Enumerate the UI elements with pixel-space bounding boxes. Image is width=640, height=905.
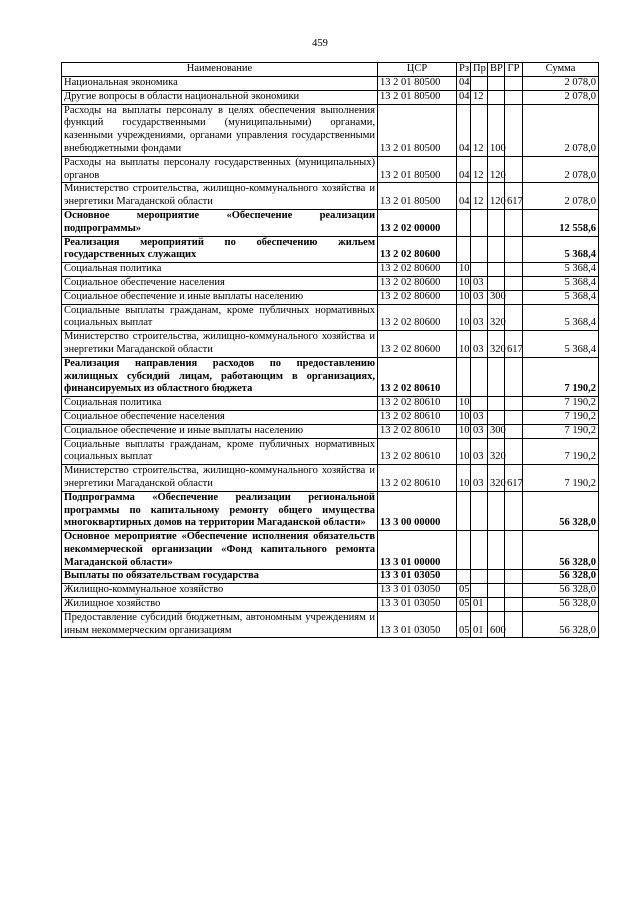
cell-rz: 05 <box>457 611 471 638</box>
table-row <box>62 104 599 156</box>
cell-vr <box>488 90 505 104</box>
table-row <box>62 424 599 438</box>
cell-gr <box>505 598 523 612</box>
cell-name: Предоставление субсидий бюджетным, автономным учреждениям и иным некоммерческим организациям <box>62 611 378 638</box>
cell-rz: 10 <box>457 397 471 411</box>
cell-rz: 10 <box>457 465 471 492</box>
cell-name: Основное мероприятие «Обеспечение реализации подпрограммы» <box>62 209 378 236</box>
cell-sum: 2 078,0 <box>523 156 599 183</box>
cell-vr <box>488 397 505 411</box>
cell-pr: 03 <box>471 424 488 438</box>
cell-vr: 120 <box>488 183 505 210</box>
cell-sum: 56 328,0 <box>523 570 599 584</box>
cell-rz <box>457 357 471 396</box>
table-row <box>62 410 599 424</box>
cell-sum: 2 078,0 <box>523 90 599 104</box>
cell-csr: 13 2 01 80500 <box>378 77 457 91</box>
cell-sum: 7 190,2 <box>523 357 599 396</box>
cell-csr: 13 2 02 80610 <box>378 397 457 411</box>
cell-rz: 10 <box>457 304 471 331</box>
cell-gr <box>505 276 523 290</box>
cell-csr: 13 3 00 00000 <box>378 491 457 530</box>
cell-gr <box>505 410 523 424</box>
cell-name: Социальное обеспечение и иные выплаты населению <box>62 290 378 304</box>
cell-vr <box>488 584 505 598</box>
cell-csr: 13 3 01 03050 <box>378 611 457 638</box>
cell-name: Социальная политика <box>62 397 378 411</box>
cell-name: Министерство строительства, жилищно-коммунального хозяйства и энергетики Магаданской области <box>62 183 378 210</box>
budget-table <box>61 62 599 638</box>
cell-pr: 03 <box>471 410 488 424</box>
cell-pr: 03 <box>471 465 488 492</box>
cell-sum: 2 078,0 <box>523 77 599 91</box>
cell-sum: 56 328,0 <box>523 598 599 612</box>
table-row <box>62 357 599 396</box>
cell-vr: 300 <box>488 290 505 304</box>
cell-csr: 13 2 02 80610 <box>378 465 457 492</box>
table-row <box>62 397 599 411</box>
cell-sum: 56 328,0 <box>523 611 599 638</box>
cell-csr: 13 2 02 80610 <box>378 410 457 424</box>
cell-gr <box>505 438 523 465</box>
cell-vr: 120 <box>488 156 505 183</box>
cell-vr <box>488 276 505 290</box>
cell-gr <box>505 77 523 91</box>
cell-pr <box>471 77 488 91</box>
header-gr: ГР <box>505 63 523 77</box>
cell-vr <box>488 410 505 424</box>
cell-pr: 12 <box>471 104 488 156</box>
cell-gr <box>505 304 523 331</box>
cell-vr: 320 <box>488 465 505 492</box>
cell-csr: 13 2 01 80500 <box>378 104 457 156</box>
cell-pr: 03 <box>471 276 488 290</box>
header-csr: ЦСР <box>378 63 457 77</box>
table-row <box>62 331 599 358</box>
cell-rz: 04 <box>457 90 471 104</box>
table-row <box>62 209 599 236</box>
cell-sum: 56 328,0 <box>523 491 599 530</box>
cell-name: Расходы на выплаты персоналу в целях обеспечения выполнения функций государственными (муниципальными) органами, казенными учреждениями, органами управления государственными внебюджетными фондами <box>62 104 378 156</box>
cell-sum: 5 368,4 <box>523 290 599 304</box>
cell-csr: 13 2 01 80500 <box>378 156 457 183</box>
cell-gr <box>505 156 523 183</box>
table-row <box>62 156 599 183</box>
cell-name: Социальное обеспечение и иные выплаты населению <box>62 424 378 438</box>
cell-pr: 12 <box>471 90 488 104</box>
cell-csr: 13 3 01 03050 <box>378 584 457 598</box>
header-rz: Рз <box>457 63 471 77</box>
cell-gr <box>505 209 523 236</box>
cell-pr <box>471 531 488 570</box>
cell-sum: 5 368,4 <box>523 276 599 290</box>
cell-csr: 13 2 01 80500 <box>378 90 457 104</box>
cell-vr: 320 <box>488 304 505 331</box>
cell-rz: 10 <box>457 438 471 465</box>
cell-csr: 13 3 01 03050 <box>378 570 457 584</box>
cell-gr <box>505 290 523 304</box>
cell-gr <box>505 424 523 438</box>
cell-pr: 12 <box>471 156 488 183</box>
header-vr: ВР <box>488 63 505 77</box>
table-row <box>62 290 599 304</box>
cell-name: Подпрограмма «Обеспечение реализации региональной программы по капитальному ремонту общего имущества многоквартирных домов на территории Магаданской области» <box>62 491 378 530</box>
cell-pr: 01 <box>471 611 488 638</box>
table-row <box>62 611 599 638</box>
cell-gr <box>505 570 523 584</box>
cell-pr <box>471 263 488 277</box>
cell-rz: 10 <box>457 331 471 358</box>
cell-rz: 04 <box>457 183 471 210</box>
cell-pr <box>471 491 488 530</box>
cell-pr: 03 <box>471 304 488 331</box>
cell-pr: 03 <box>471 438 488 465</box>
table-row <box>62 438 599 465</box>
cell-csr: 13 3 01 03050 <box>378 598 457 612</box>
cell-sum: 5 368,4 <box>523 304 599 331</box>
cell-csr: 13 2 02 80600 <box>378 304 457 331</box>
cell-pr <box>471 209 488 236</box>
table-row <box>62 77 599 91</box>
cell-rz: 10 <box>457 424 471 438</box>
cell-gr <box>505 491 523 530</box>
cell-vr <box>488 357 505 396</box>
cell-rz <box>457 236 471 263</box>
cell-vr <box>488 598 505 612</box>
cell-name: Расходы на выплаты персоналу государственных (муниципальных) органов <box>62 156 378 183</box>
cell-name: Министерство строительства, жилищно-коммунального хозяйства и энергетики Магаданской области <box>62 465 378 492</box>
cell-sum: 2 078,0 <box>523 183 599 210</box>
cell-vr: 300 <box>488 424 505 438</box>
cell-pr <box>471 357 488 396</box>
cell-csr: 13 2 02 80600 <box>378 276 457 290</box>
cell-sum: 2 078,0 <box>523 104 599 156</box>
cell-csr: 13 2 02 80600 <box>378 263 457 277</box>
cell-name: Жилищно-коммунальное хозяйство <box>62 584 378 598</box>
table-row <box>62 276 599 290</box>
cell-name: Министерство строительства, жилищно-коммунального хозяйства и энергетики Магаданской области <box>62 331 378 358</box>
cell-name: Социальное обеспечение населения <box>62 410 378 424</box>
cell-rz: 10 <box>457 290 471 304</box>
cell-vr: 320 <box>488 331 505 358</box>
cell-name: Жилищное хозяйство <box>62 598 378 612</box>
cell-rz <box>457 491 471 530</box>
cell-csr: 13 2 01 80500 <box>378 183 457 210</box>
cell-pr <box>471 570 488 584</box>
cell-csr: 13 2 02 80610 <box>378 357 457 396</box>
cell-sum: 5 368,4 <box>523 331 599 358</box>
cell-sum: 5 368,4 <box>523 236 599 263</box>
cell-vr <box>488 531 505 570</box>
cell-pr: 01 <box>471 598 488 612</box>
cell-gr <box>505 236 523 263</box>
table-row <box>62 183 599 210</box>
table-row <box>62 90 599 104</box>
cell-csr: 13 2 02 80610 <box>378 438 457 465</box>
cell-gr: 617 <box>505 331 523 358</box>
cell-rz: 05 <box>457 584 471 598</box>
cell-csr: 13 3 01 00000 <box>378 531 457 570</box>
cell-gr <box>505 357 523 396</box>
cell-csr: 13 2 02 80610 <box>378 424 457 438</box>
cell-name: Социальное обеспечение населения <box>62 276 378 290</box>
cell-name: Социальные выплаты гражданам, кроме публичных нормативных социальных выплат <box>62 304 378 331</box>
table-row <box>62 570 599 584</box>
cell-gr: 617 <box>505 183 523 210</box>
cell-sum: 7 190,2 <box>523 438 599 465</box>
cell-gr <box>505 263 523 277</box>
cell-name: Основное мероприятие «Обеспечение исполнения обязательств некоммерческой организации «Фонд капитального ремонта Магаданской области» <box>62 531 378 570</box>
cell-csr: 13 2 02 80600 <box>378 236 457 263</box>
page-number: 459 <box>312 38 328 49</box>
cell-vr <box>488 209 505 236</box>
cell-pr <box>471 584 488 598</box>
cell-name: Социальная политика <box>62 263 378 277</box>
cell-rz <box>457 570 471 584</box>
cell-name: Реализация направления расходов по предоставлению жилищных субсидий лицам, работающим в организациях, финансируемых из областного бюджета <box>62 357 378 396</box>
cell-name: Другие вопросы в области национальной экономики <box>62 90 378 104</box>
cell-gr <box>505 397 523 411</box>
cell-gr <box>505 584 523 598</box>
cell-pr <box>471 397 488 411</box>
cell-vr: 100 <box>488 104 505 156</box>
table-row <box>62 465 599 492</box>
table-row <box>62 491 599 530</box>
cell-sum: 7 190,2 <box>523 424 599 438</box>
cell-rz: 10 <box>457 410 471 424</box>
cell-pr: 12 <box>471 183 488 210</box>
table-row <box>62 598 599 612</box>
table-row <box>62 531 599 570</box>
cell-csr: 13 2 02 80600 <box>378 331 457 358</box>
table-header-row <box>62 63 599 77</box>
header-name: Наименование <box>62 63 378 77</box>
cell-sum: 7 190,2 <box>523 465 599 492</box>
cell-rz <box>457 531 471 570</box>
cell-sum: 7 190,2 <box>523 397 599 411</box>
cell-vr <box>488 570 505 584</box>
cell-gr <box>505 90 523 104</box>
cell-sum: 56 328,0 <box>523 531 599 570</box>
cell-csr: 13 2 02 00000 <box>378 209 457 236</box>
cell-gr <box>505 104 523 156</box>
cell-name: Национальная экономика <box>62 77 378 91</box>
cell-sum: 12 558,6 <box>523 209 599 236</box>
cell-vr: 320 <box>488 438 505 465</box>
header-pr: Пр <box>471 63 488 77</box>
cell-vr <box>488 263 505 277</box>
cell-vr <box>488 77 505 91</box>
cell-gr: 617 <box>505 465 523 492</box>
table-row <box>62 584 599 598</box>
cell-rz <box>457 209 471 236</box>
cell-gr <box>505 611 523 638</box>
cell-name: Выплаты по обязательствам государства <box>62 570 378 584</box>
cell-sum: 5 368,4 <box>523 263 599 277</box>
cell-name: Реализация мероприятий по обеспечению жильем государственных служащих <box>62 236 378 263</box>
cell-pr <box>471 236 488 263</box>
cell-name: Социальные выплаты гражданам, кроме публичных нормативных социальных выплат <box>62 438 378 465</box>
cell-pr: 03 <box>471 290 488 304</box>
cell-rz: 04 <box>457 104 471 156</box>
cell-rz: 05 <box>457 598 471 612</box>
header-sum: Сумма <box>523 63 599 77</box>
cell-vr <box>488 491 505 530</box>
table-row <box>62 304 599 331</box>
cell-csr: 13 2 02 80600 <box>378 290 457 304</box>
table-body <box>62 77 599 638</box>
cell-rz: 04 <box>457 156 471 183</box>
cell-vr <box>488 236 505 263</box>
cell-rz: 04 <box>457 77 471 91</box>
cell-gr <box>505 531 523 570</box>
cell-sum: 56 328,0 <box>523 584 599 598</box>
cell-sum: 7 190,2 <box>523 410 599 424</box>
table-row <box>62 263 599 277</box>
cell-rz: 10 <box>457 263 471 277</box>
cell-pr: 03 <box>471 331 488 358</box>
table-row <box>62 236 599 263</box>
cell-vr: 600 <box>488 611 505 638</box>
cell-rz: 10 <box>457 276 471 290</box>
